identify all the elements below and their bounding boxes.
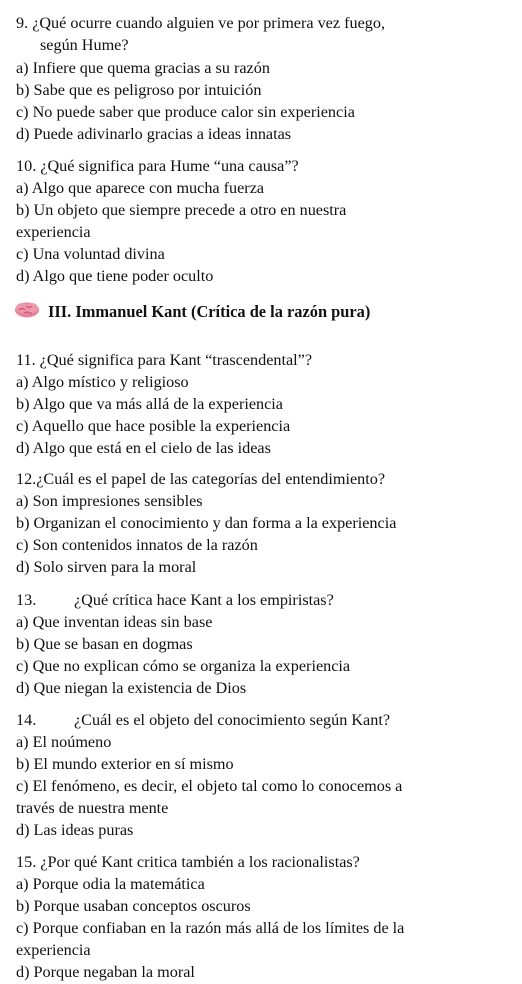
option-12b: b) Organizan el conocimiento y dan forma a la experiencia bbox=[16, 514, 397, 532]
option-9a: a) Infiere que quema gracias a su razón bbox=[16, 59, 270, 77]
option-15a: a) Porque odia la matemática bbox=[16, 875, 205, 893]
option-10d: d) Algo que tiene poder oculto bbox=[16, 267, 214, 285]
option-12a: a) Son impresiones sensibles bbox=[16, 492, 203, 510]
option-10c: c) Una voluntad divina bbox=[16, 245, 165, 263]
question-13 bbox=[16, 590, 334, 610]
option-9d: d) Puede adivinarlo gracias a ideas innatas bbox=[16, 125, 292, 143]
section-heading: III. Immanuel Kant (Crítica de la razón pura) bbox=[48, 302, 371, 321]
option-11a: a) Algo místico y religioso bbox=[16, 373, 189, 391]
option-14a: a) El noúmeno bbox=[16, 733, 112, 751]
option-14c-continuation: través de nuestra mente bbox=[16, 799, 169, 817]
option-14c: c) El fenómeno, es decir, el objeto tal como lo conocemos a bbox=[16, 777, 403, 795]
option-10b: b) Un objeto que siempre precede a otro en nuestra bbox=[16, 201, 347, 219]
option-12d: d) Solo sirven para la moral bbox=[16, 558, 197, 576]
option-11c: c) Aquello que hace posible la experiencia bbox=[16, 417, 291, 435]
option-15d: d) Porque negaban la moral bbox=[16, 963, 195, 981]
brain-icon bbox=[14, 301, 40, 319]
option-15c: c) Porque confiaban en la razón más allá de los límites de la bbox=[16, 919, 405, 937]
option-13d: d) Que niegan la existencia de Dios bbox=[16, 679, 247, 697]
option-13c: c) Que no explican cómo se organiza la experiencia bbox=[16, 657, 351, 675]
question-9-continuation: según Hume? bbox=[40, 36, 129, 54]
question-14 bbox=[16, 710, 390, 730]
option-13a: a) Que inventan ideas sin base bbox=[16, 613, 213, 631]
question-12: 12.¿Cuál es el papel de las categorías del entendimiento? bbox=[16, 470, 386, 488]
question-10: 10. ¿Qué significa para Hume “una causa”? bbox=[16, 157, 299, 175]
question-9: 9. ¿Qué ocurre cuando alguien ve por primera vez fuego, bbox=[16, 14, 386, 32]
option-10a: a) Algo que aparece con mucha fuerza bbox=[16, 179, 265, 197]
question-14-text: ¿Cuál es el objeto del conocimiento según Kant? bbox=[74, 711, 391, 729]
question-13-text: ¿Qué crítica hace Kant a los empiristas? bbox=[74, 591, 334, 609]
option-14d: d) Las ideas puras bbox=[16, 821, 134, 839]
option-9c: c) No puede saber que produce calor sin experiencia bbox=[16, 103, 355, 121]
option-11d: d) Algo que está en el cielo de las ideas bbox=[16, 439, 271, 457]
option-13b: b) Que se basan en dogmas bbox=[16, 635, 193, 653]
option-11b: b) Algo que va más allá de la experiencia bbox=[16, 395, 283, 413]
question-11: 11. ¿Qué significa para Kant “trascendental”? bbox=[16, 351, 313, 369]
option-12c: c) Son contenidos innatos de la razón bbox=[16, 536, 258, 554]
question-15: 15. ¿Por qué Kant critica también a los racionalistas? bbox=[16, 853, 360, 871]
option-14b: b) El mundo exterior en sí mismo bbox=[16, 755, 234, 773]
option-15b: b) Porque usaban conceptos oscuros bbox=[16, 897, 251, 915]
option-15c-continuation: experiencia bbox=[16, 941, 91, 959]
option-10b-continuation: experiencia bbox=[16, 223, 91, 241]
option-9b: b) Sabe que es peligroso por intuición bbox=[16, 81, 262, 99]
question-14-number: 14. bbox=[16, 711, 37, 729]
question-13-number: 13. bbox=[16, 591, 37, 609]
